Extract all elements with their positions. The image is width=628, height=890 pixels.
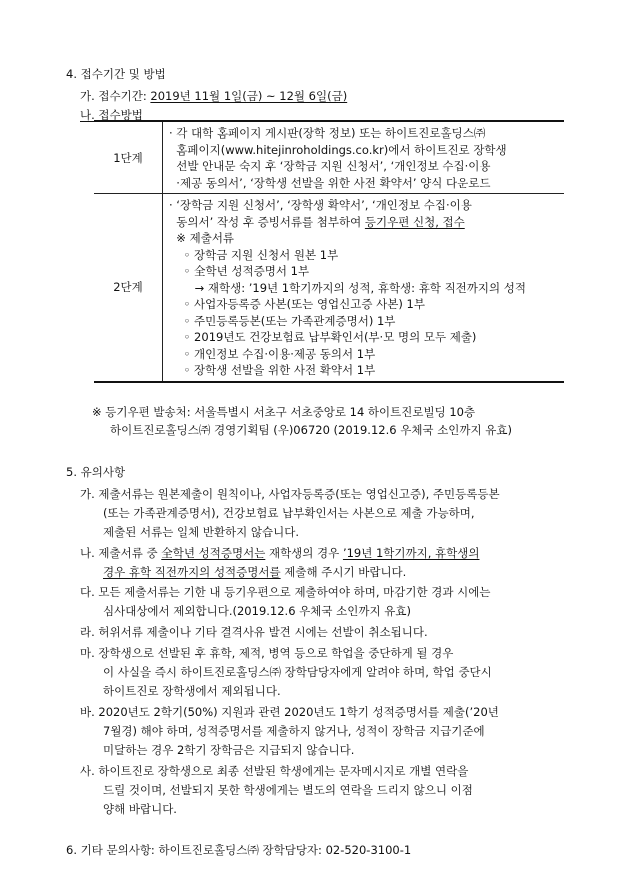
notice-na-text: 제출해 주시기 바랍니다.: [280, 565, 407, 579]
application-method-table: [94, 120, 564, 383]
stage2-line: · ‘장학금 지원 신청서’, ‘장학생 확약서’, ‘개인정보 수집·이용: [169, 198, 472, 212]
stage1-description: [163, 121, 565, 194]
notice-sa-line1: 사. 하이트진로 장학생으로 최종 선발된 학생에게는 문자메시지로 개별 연락을: [80, 764, 469, 778]
stage2-description: [163, 194, 565, 382]
application-period-label: 가. 접수기간:: [80, 89, 151, 103]
notice-sa-line2: 드릴 것이며, 선발되지 못한 학생에게는 별도의 연락을 드리지 않으니 이점: [103, 783, 473, 797]
required-documents-heading: ※ 제출서류: [169, 231, 235, 245]
stage2-line: [169, 214, 560, 231]
notice-ma-line1: 마. 장학생으로 선발된 후 휴학, 제적, 병역 등으로 학업을 중단하게 될 경우: [80, 646, 454, 660]
notice-ma-line2: 이 사실을 즉시 하이트진로홀딩스㈜ 장학담당자에게 알려야 하며, 학업 중단시: [103, 665, 492, 679]
stage2-registered-mail: 등기우편 신청, 접수: [364, 214, 465, 229]
application-period: [80, 89, 347, 103]
mailing-address-line1: ※ 등기우편 발송처: 서울특별시 서초구 서초중앙로 14 하이트진로빌딩 10층: [92, 405, 476, 419]
stage1-line: ·제공 동의서’, ‘장학생 선발을 위한 사전 확약서’ 양식 다운로드: [169, 175, 491, 190]
notice-ma-line3: 하이트진로 장학생에서 제외됩니다.: [103, 684, 281, 698]
required-document-item: ◦ 주민등록등본(또는 가족관계증명서) 1부: [169, 313, 396, 328]
notice-na-line1: [80, 546, 480, 560]
notice-na-underlined: ’19년 1학기까지, 휴학생의: [342, 546, 480, 560]
notice-na-underlined: 경우 휴학 직전까지의 성적증명서를: [103, 565, 281, 579]
notice-ba-line1: 바. 2020년도 2학기(50%) 지원과 관련 2020년도 1학기 성적증명서를 제출(’20년: [80, 705, 499, 719]
notice-ga-line3: 제출된 서류는 일체 반환하지 않습니다.: [103, 525, 300, 539]
section6-contact: 6. 기타 문의사항: 하이트진로홀딩스㈜ 장학담당자: 02-520-3100-1: [66, 843, 412, 857]
stage1-line: 선발 안내문 숙지 후 ‘장학금 지원 신청서’, ‘개인정보 수집·이용: [169, 159, 491, 173]
application-method-label-text: 나. 접수방법: [80, 108, 143, 122]
notice-na-line2: [103, 565, 406, 579]
notice-ra: 라. 허위서류 제출이나 기타 결격사유 발견 시에는 선발이 취소됩니다.: [80, 625, 428, 639]
required-document-item: ◦ 개인정보 수집·이용·제공 동의서 1부: [169, 346, 376, 361]
stage2-label: 2단계: [94, 194, 163, 382]
application-period-value: 2019년 11월 1일(금) ~ 12월 6일(금): [150, 89, 348, 103]
notice-da-line2: 심사대상에서 제외합니다.(2019.12.6 우체국 소인까지 유효): [103, 604, 411, 618]
required-document-item: ◦ 장학생 선발을 위한 사전 확약서 1부: [169, 363, 376, 377]
notice-ga-line2: (또는 가족관계증명서), 건강보험료 납부확인서는 사본으로 제출 가능하며,: [103, 506, 475, 520]
notice-na-text: 나. 제출서류 중: [80, 546, 162, 560]
mailing-address-line2: 하이트진로홀딩스㈜ 경영기획팀 (우)06720 (2019.12.6 우체국 소인까지 유효): [110, 423, 512, 437]
table-row: [94, 194, 564, 382]
notice-na-underlined: 全학년 성적증명서는: [161, 546, 266, 560]
required-document-item: ◦ 사업자등록증 사본(또는 영업신고증 사본) 1부: [169, 297, 425, 311]
required-document-note: → 재학생: ’19년 1학기까지의 성적, 휴학생: 휴학 직전까지의 성적: [169, 280, 526, 295]
stage1-line: · 각 대학 홈페이지 게시판(장학 정보) 또는 하이트진로홀딩스㈜: [169, 126, 486, 140]
notice-na-text: 재학생의 경우: [265, 546, 343, 560]
notice-da-line1: 다. 모든 제출서류는 기한 내 등기우편으로 제출하여야 하며, 마감기한 경과 시에는: [80, 585, 491, 599]
stage1-line: 홈페이지(www.hitejinroholdings.co.kr)에서 하이트진로 장학생: [169, 142, 507, 157]
section4-heading: 4. 접수기간 및 방법: [66, 67, 166, 81]
required-document-item: ◦ 全학년 성적증명서 1부: [169, 264, 310, 278]
notice-ba-line3: 미달하는 경우 2학기 장학금은 지급되지 않습니다.: [103, 743, 355, 757]
stage2-line-text: 동의서’ 작성 후 증빙서류를 첨부하여: [169, 214, 365, 229]
notice-ba-line2: 7월경) 해야 하며, 성적증명서를 제출하지 않거나, 성적이 장학금 지급기준에: [103, 724, 485, 738]
table-row: [94, 121, 564, 194]
notice-ga-line1: 가. 제출서류는 원본제출이 원칙이나, 사업자등록증(또는 영업신고증), 주민등록등본: [80, 487, 500, 501]
stage1-label: 1단계: [94, 121, 163, 194]
required-document-item: ◦ 2019년도 건강보험료 납부확인서(부·모 명의 모두 제출): [169, 330, 477, 344]
required-document-item: ◦ 장학금 지원 신청서 원본 1부: [169, 247, 339, 262]
section5-heading: 5. 유의사항: [66, 465, 126, 479]
notice-sa-line3: 양해 바랍니다.: [103, 802, 177, 816]
